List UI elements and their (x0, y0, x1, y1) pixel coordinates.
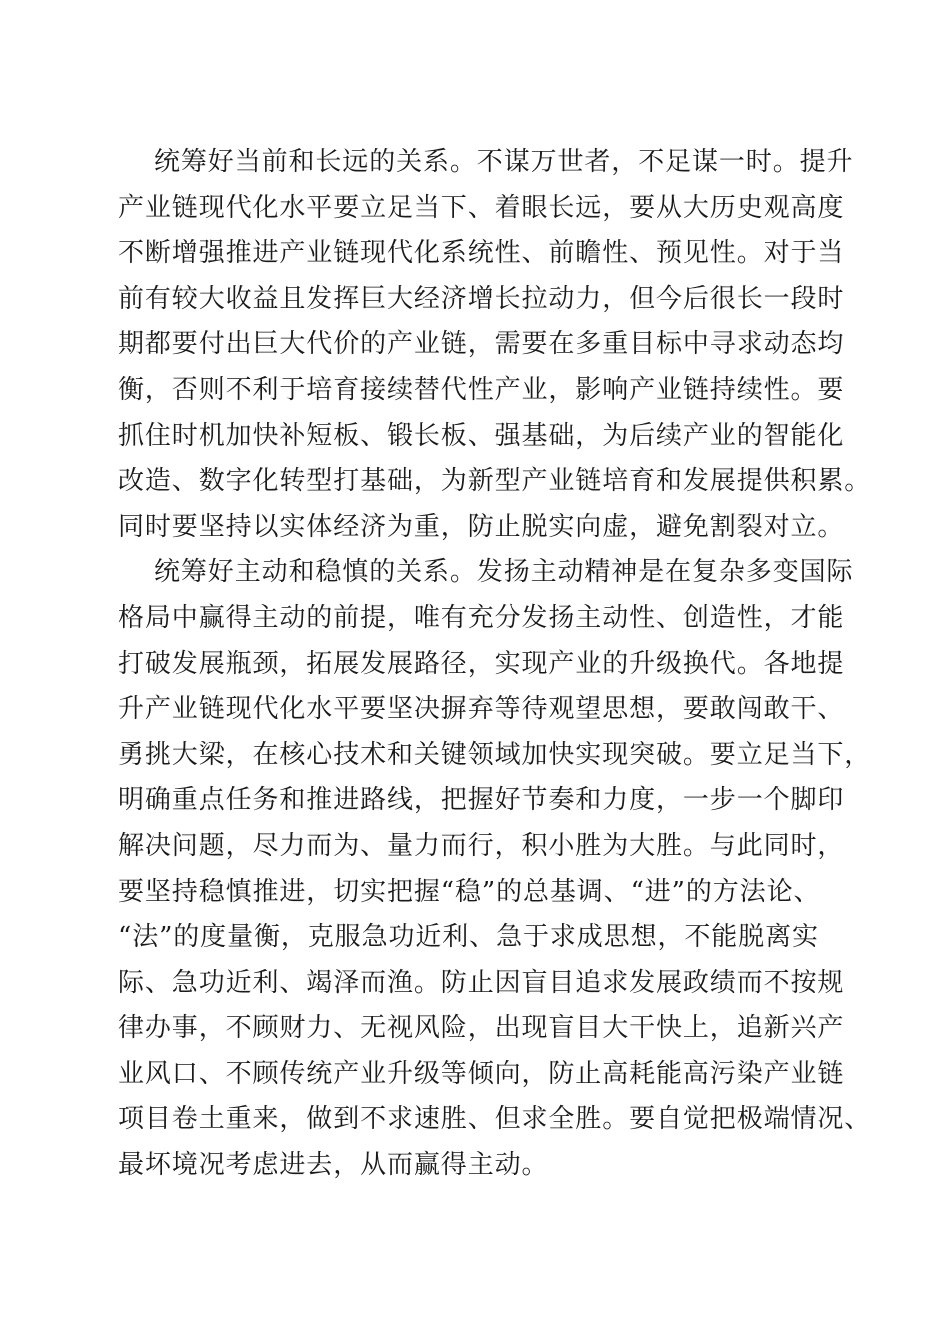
paragraph-line: 业风口、不顾传统产业升级等倾向，防止高耗能高污染产业链 (118, 1058, 845, 1089)
paragraph-line: 要坚持稳慎推进，切实把握“稳”的总基调、“进”的方法论、 (118, 876, 821, 907)
paragraph-line: 衡，否则不利于培育接续替代性产业，影响产业链持续性。要 (118, 374, 845, 405)
paragraph-line: 际、急功近利、竭泽而渔。防止因盲目追求发展政绩而不按规 (118, 967, 845, 998)
paragraph-line: 升产业链现代化水平要坚决摒弃等待观望思想，要敢闯敢干、 (118, 694, 845, 725)
paragraph-line: 解决问题，尽力而为、量力而行，积小胜为大胜。与此同时， (118, 830, 845, 861)
paragraph-line: 统筹好当前和长远的关系。不谋万世者，不足谋一时。提升 (154, 147, 854, 177)
paragraph-line: 打破发展瓶颈，拓展发展路径，实现产业的升级换代。各地提 (118, 648, 845, 679)
paragraph-line: 最坏境况考虑进去，从而赢得主动。 (118, 1150, 549, 1181)
paragraph-line: 格局中赢得主动的前提，唯有充分发扬主动性、创造性，才能 (118, 602, 845, 633)
paragraph-line: 勇挑大梁，在核心技术和关键领域加快实现突破。要立足当下， (118, 739, 872, 770)
paragraph-line: 统筹好主动和稳慎的关系。发扬主动精神是在复杂多变国际 (154, 557, 854, 588)
paragraph-1 (118, 140, 872, 550)
paragraph-line: 律办事，不顾财力、无视风险，出现盲目大干快上，追新兴产 (118, 1013, 845, 1044)
paragraph-line: 项目卷土重来，做到不求速胜、但求全胜。要自觉把极端情况、 (118, 1104, 872, 1135)
paragraph-line: 不断增强推进产业链现代化系统性、前瞻性、预见性。对于当 (118, 238, 845, 269)
paragraph-line: 前有较大收益且发挥巨大经济增长拉动力，但今后很长一段时 (118, 283, 845, 314)
paragraph-line: “法”的度量衡，克服急功近利、急于求成思想，不能脱离实 (118, 922, 819, 953)
document-body (118, 140, 872, 1189)
paragraph-line: 改造、数字化转型打基础，为新型产业链培育和发展提供积累。 (118, 466, 872, 497)
paragraph-line: 期都要付出巨大代价的产业链，需要在多重目标中寻求动态均 (118, 329, 845, 360)
paragraph-line: 产业链现代化水平要立足当下、着眼长远，要从大历史观高度 (118, 192, 845, 223)
paragraph-line: 抓住时机加快补短板、锻长板、强基础，为后续产业的智能化 (118, 420, 845, 451)
paragraph-2 (118, 550, 872, 1188)
paragraph-line: 明确重点任务和推进路线，把握好节奏和力度，一步一个脚印 (118, 785, 845, 816)
paragraph-line: 同时要坚持以实体经济为重，防止脱实向虚，避免割裂对立。 (118, 511, 845, 542)
